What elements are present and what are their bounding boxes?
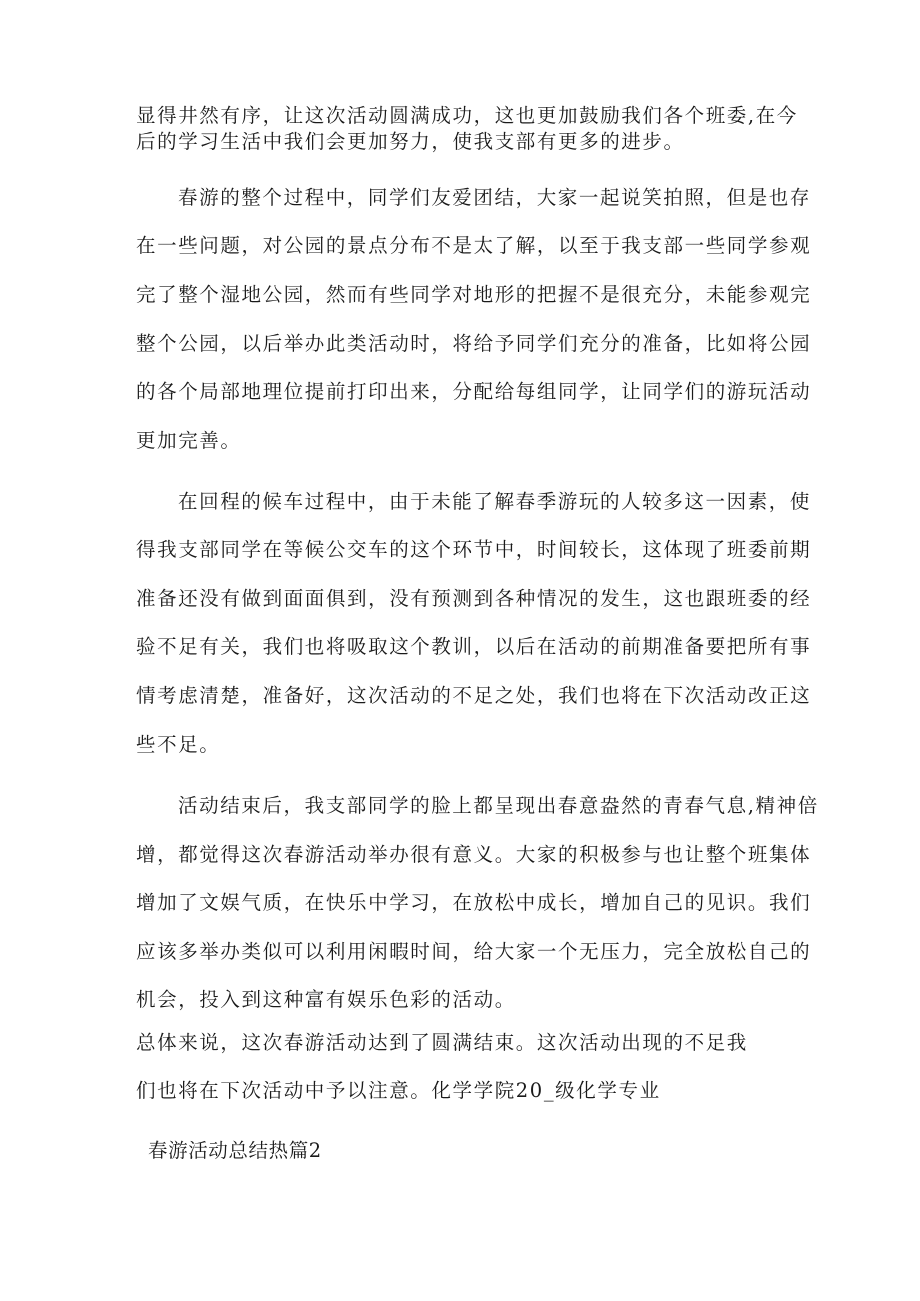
text-line: 机会，投入到这种富有娱乐色彩的活动。: [136, 988, 516, 1011]
text-line: 在一些问题，对公园的景点分布不是太了解，以至于我支部一些同学参观: [136, 234, 812, 257]
text-line: 显得井然有序，让这次活动圆满成功，这也更加鼓励我们各个班委,在今: [136, 104, 798, 127]
text-line: 应该多举办类似可以利用闲暇时间，给大家一个无压力，完全放松自己的: [136, 940, 812, 963]
text-line: 的各个局部地理位提前打印出来，分配给每组同学，让同学们的游玩活动: [136, 380, 812, 403]
text-line: 增加了文娱气质，在快乐中学习，在放松中成长，增加自己的见识。我们: [136, 891, 812, 914]
text-line: 总体来说，这次春游活动达到了圆满结束。这次活动出现的不足我: [136, 1031, 748, 1054]
text-line: 更加完善。: [136, 429, 242, 452]
text-line: 们也将在下次活动中予以注意。化学学院20_级化学专业: [136, 1079, 661, 1102]
paragraph-start-line: 活动结束后，我支部同学的脸上都呈现出春意盎然的青春气息,精神倍: [178, 794, 819, 817]
text-line: 些不足。: [136, 733, 221, 756]
text-line: 准备还没有做到面面俱到，没有预测到各种情况的发生，这也跟班委的经: [136, 587, 812, 610]
text-line: 验不足有关，我们也将吸取这个教训，以后在活动的前期准备要把所有事: [136, 635, 812, 658]
paragraph-start-line: 在回程的候车过程中，由于未能了解春季游玩的人较多这一因素，使: [178, 490, 812, 513]
text-line: 得我支部同学在等候公交车的这个环节中，时间较长，这体现了班委前期: [136, 538, 812, 561]
text-line: 后的学习生活中我们会更加努力，使我支部有更多的进步。: [136, 130, 685, 153]
paragraph-start-line: 春游的整个过程中，同学们友爱团结，大家一起说笑拍照，但是也存: [178, 186, 812, 209]
text-line: 整个公园，以后举办此类活动时，将给予同学们充分的准备，比如将公园: [136, 332, 812, 355]
section-heading: 春游活动总结热篇2: [148, 1139, 322, 1162]
text-line: 完了整个湿地公园，然而有些同学对地形的把握不是很充分，未能参观完: [136, 283, 812, 306]
text-line: 增，都觉得这次春游活动举办很有意义。大家的积极参与也让整个班集体: [136, 843, 812, 866]
text-line: 情考虑清楚，准备好，这次活动的不足之处，我们也将在下次活动改正这: [136, 684, 812, 707]
